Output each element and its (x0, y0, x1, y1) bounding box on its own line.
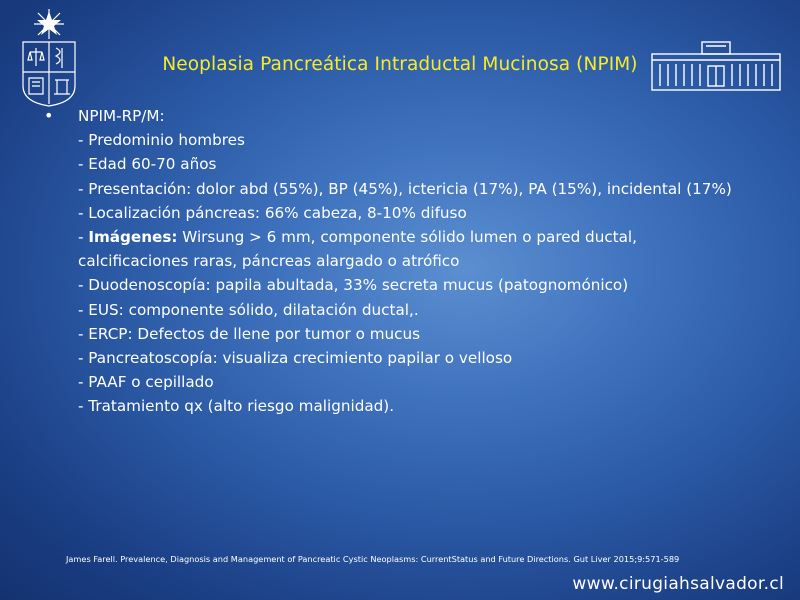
body-line: - EUS: componente sólido, dilatación ductal,. (78, 300, 419, 319)
imagenes-label: Imágenes: (88, 228, 178, 247)
body-line: - Localización páncreas: 66% cabeza, 8-10% difuso (78, 203, 467, 222)
body-line: - Pancreatoscopía: visualiza crecimiento papilar o velloso (78, 349, 513, 368)
website-url: www.cirugiahsalvador.cl (572, 574, 784, 594)
imagenes-text: Wirsung > 6 mm, componente sólido lumen o pared ductal, calcificaciones raras, páncreas alargado o atrófico (78, 228, 637, 271)
body-line: - Presentación: dolor abd (55%), BP (45%), ictericia (17%), PA (15%), incidental (17%) (78, 179, 732, 198)
body-line: - Tratamiento qx (alto riesgo malignidad). (78, 397, 395, 416)
body-line: - Edad 60-70 años (78, 155, 217, 174)
bullet-symbol: • (44, 106, 54, 125)
body-line: - Predominio hombres (78, 131, 245, 150)
body-line: - PAAF o cepillado (78, 373, 214, 392)
citation-reference: James Farell. Prevalence, Diagnosis and Management of Pancreatic Cystic Neoplasms: CurrentStatus and Future Directions. Gut Liver 2015;9:571-589 (66, 554, 680, 564)
body-line: NPIM-RP/M: (78, 107, 165, 125)
slide-body (78, 104, 738, 419)
line-prefix: - (78, 228, 89, 247)
body-line-imagenes (78, 225, 738, 273)
body-line: - Duodenoscopía: papila abultada, 33% secreta mucus (patognomónico) (78, 276, 629, 295)
body-line: - ERCP: Defectos de llene por tumor o mucus (78, 324, 421, 343)
slide-title: Neoplasia Pancreática Intraductal Mucinosa (NPIM) (162, 54, 638, 75)
